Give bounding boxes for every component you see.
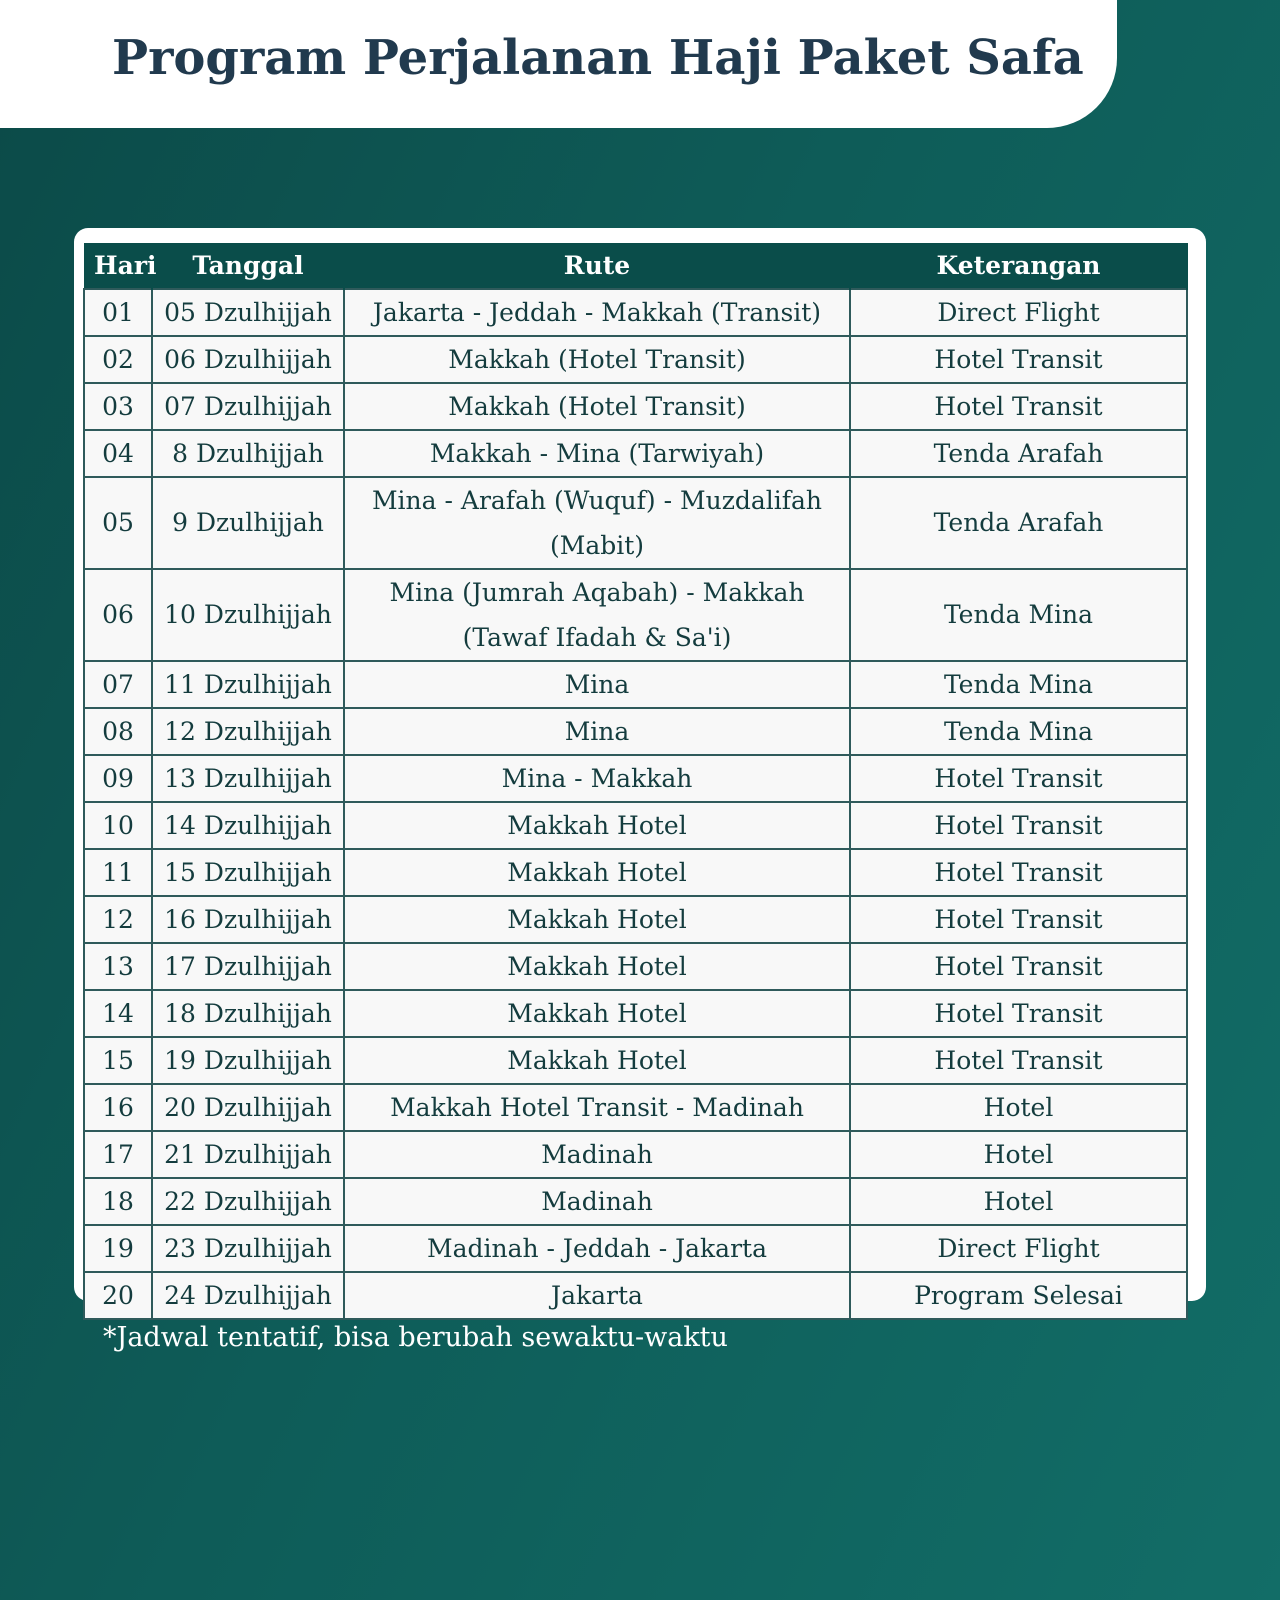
cell-rute: Makkah Hotel (344, 990, 850, 1037)
cell-hari: 08 (84, 708, 152, 755)
cell-keterangan: Tenda Arafah (850, 477, 1187, 569)
cell-hari: 12 (84, 896, 152, 943)
cell-rute: Makkah Hotel (344, 802, 850, 849)
cell-rute: Jakarta - Jeddah - Makkah (Transit) (344, 289, 850, 336)
cell-keterangan: Hotel Transit (850, 990, 1187, 1037)
table-row (84, 569, 1187, 661)
cell-keterangan: Program Selesai (850, 1272, 1187, 1319)
table-row (84, 1225, 1187, 1272)
cell-tanggal: 22 Dzulhijjah (152, 1178, 344, 1225)
cell-rute: Madinah (344, 1131, 850, 1178)
cell-tanggal: 10 Dzulhijjah (152, 569, 344, 661)
cell-keterangan: Hotel (850, 1178, 1187, 1225)
table-row (84, 383, 1187, 430)
cell-keterangan: Hotel Transit (850, 1037, 1187, 1084)
cell-hari: 09 (84, 755, 152, 802)
table-row (84, 849, 1187, 896)
cell-tanggal: 11 Dzulhijjah (152, 661, 344, 708)
cell-rute: Jakarta (344, 1272, 850, 1319)
table-row (84, 943, 1187, 990)
table-row (84, 755, 1187, 802)
header-keterangan: Keterangan (850, 243, 1187, 289)
cell-tanggal: 9 Dzulhijjah (152, 477, 344, 569)
cell-tanggal: 18 Dzulhijjah (152, 990, 344, 1037)
cell-rute: Makkah Hotel (344, 849, 850, 896)
cell-keterangan: Hotel Transit (850, 336, 1187, 383)
cell-rute: Makkah - Mina (Tarwiyah) (344, 430, 850, 477)
table-row (84, 430, 1187, 477)
cell-tanggal: 17 Dzulhijjah (152, 943, 344, 990)
cell-keterangan: Tenda Mina (850, 569, 1187, 661)
header-row (84, 243, 1187, 289)
cell-hari: 14 (84, 990, 152, 1037)
cell-hari: 03 (84, 383, 152, 430)
cell-rute: Makkah Hotel Transit - Madinah (344, 1084, 850, 1131)
cell-tanggal: 19 Dzulhijjah (152, 1037, 344, 1084)
table-row (84, 1272, 1187, 1319)
table-row (84, 1131, 1187, 1178)
title-banner (0, 0, 1117, 128)
cell-keterangan: Direct Flight (850, 1225, 1187, 1272)
cell-tanggal: 24 Dzulhijjah (152, 1272, 344, 1319)
cell-hari: 07 (84, 661, 152, 708)
cell-hari: 20 (84, 1272, 152, 1319)
table-row (84, 1084, 1187, 1131)
cell-tanggal: 13 Dzulhijjah (152, 755, 344, 802)
cell-hari: 05 (84, 477, 152, 569)
cell-hari: 19 (84, 1225, 152, 1272)
cell-tanggal: 20 Dzulhijjah (152, 1084, 344, 1131)
cell-keterangan: Hotel Transit (850, 802, 1187, 849)
cell-hari: 06 (84, 569, 152, 661)
cell-tanggal: 14 Dzulhijjah (152, 802, 344, 849)
table-body (84, 289, 1187, 1319)
header-hari: Hari (84, 243, 152, 289)
header-rute: Rute (344, 243, 850, 289)
cell-hari: 01 (84, 289, 152, 336)
table-row (84, 1178, 1187, 1225)
cell-rute: Makkah Hotel (344, 1037, 850, 1084)
cell-tanggal: 07 Dzulhijjah (152, 383, 344, 430)
cell-hari: 16 (84, 1084, 152, 1131)
cell-rute: Makkah (Hotel Transit) (344, 383, 850, 430)
table-row (84, 661, 1187, 708)
cell-hari: 10 (84, 802, 152, 849)
cell-tanggal: 06 Dzulhijjah (152, 336, 344, 383)
cell-rute: Mina (344, 661, 850, 708)
cell-rute: Mina (344, 708, 850, 755)
table-row (84, 708, 1187, 755)
table-row (84, 802, 1187, 849)
cell-keterangan: Direct Flight (850, 289, 1187, 336)
cell-tanggal: 8 Dzulhijjah (152, 430, 344, 477)
cell-hari: 15 (84, 1037, 152, 1084)
cell-rute: Madinah - Jeddah - Jakarta (344, 1225, 850, 1272)
cell-rute: Madinah (344, 1178, 850, 1225)
cell-hari: 18 (84, 1178, 152, 1225)
cell-rute: Mina (Jumrah Aqabah) - Makkah (Tawaf Ifadah & Sa'i) (344, 569, 850, 661)
cell-rute: Mina - Arafah (Wuquf) - Muzdalifah (Mabit) (344, 477, 850, 569)
cell-rute: Makkah (Hotel Transit) (344, 336, 850, 383)
cell-keterangan: Tenda Mina (850, 661, 1187, 708)
cell-tanggal: 05 Dzulhijjah (152, 289, 344, 336)
header-tanggal: Tanggal (152, 243, 344, 289)
cell-rute: Makkah Hotel (344, 943, 850, 990)
cell-keterangan: Hotel Transit (850, 943, 1187, 990)
cell-tanggal: 23 Dzulhijjah (152, 1225, 344, 1272)
cell-hari: 11 (84, 849, 152, 896)
table-row (84, 1037, 1187, 1084)
cell-hari: 02 (84, 336, 152, 383)
itinerary-table (83, 243, 1188, 1320)
itinerary-card (74, 228, 1206, 1310)
footnote: *Jadwal tentatif, bisa berubah sewaktu-waktu (103, 1322, 728, 1353)
cell-keterangan: Hotel Transit (850, 383, 1187, 430)
cell-keterangan: Tenda Arafah (850, 430, 1187, 477)
cell-tanggal: 21 Dzulhijjah (152, 1131, 344, 1178)
table-row (84, 477, 1187, 569)
cell-keterangan: Tenda Mina (850, 708, 1187, 755)
cell-tanggal: 12 Dzulhijjah (152, 708, 344, 755)
cell-tanggal: 16 Dzulhijjah (152, 896, 344, 943)
cell-rute: Makkah Hotel (344, 896, 850, 943)
cell-keterangan: Hotel Transit (850, 849, 1187, 896)
cell-keterangan: Hotel (850, 1131, 1187, 1178)
table-row (84, 896, 1187, 943)
cell-keterangan: Hotel (850, 1084, 1187, 1131)
table-row (84, 336, 1187, 383)
table-header (84, 243, 1187, 289)
cell-rute: Mina - Makkah (344, 755, 850, 802)
cell-hari: 17 (84, 1131, 152, 1178)
cell-keterangan: Hotel Transit (850, 896, 1187, 943)
cell-tanggal: 15 Dzulhijjah (152, 849, 344, 896)
page-title: Program Perjalanan Haji Paket Safa (112, 30, 1084, 86)
cell-hari: 04 (84, 430, 152, 477)
table-row (84, 990, 1187, 1037)
table-row (84, 289, 1187, 336)
cell-hari: 13 (84, 943, 152, 990)
cell-keterangan: Hotel Transit (850, 755, 1187, 802)
